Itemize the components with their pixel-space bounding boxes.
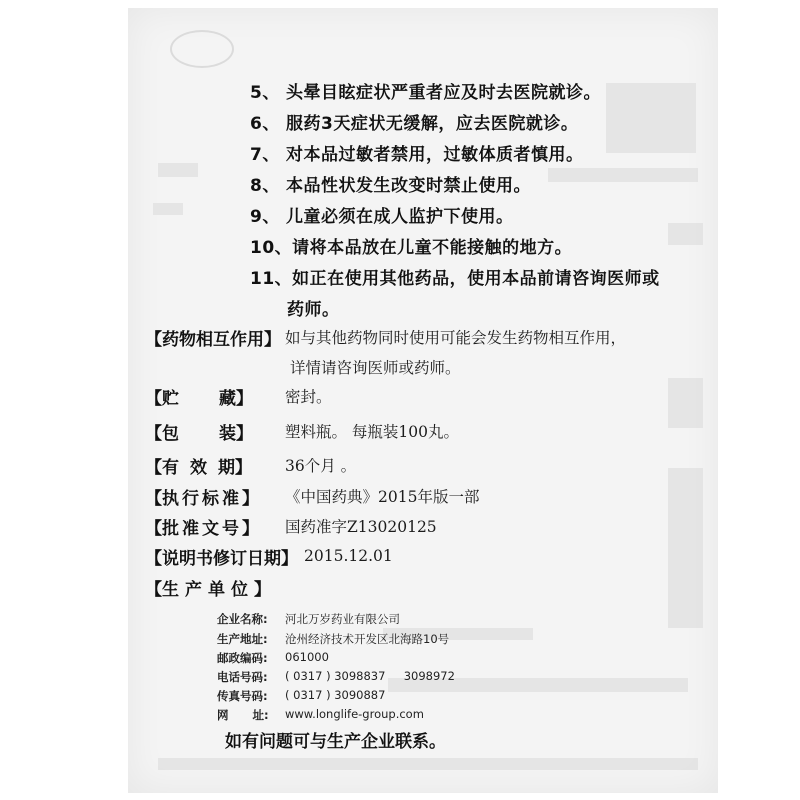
validity-row bbox=[145, 452, 356, 478]
revision-row bbox=[145, 543, 393, 569]
company-label: 企业名称: bbox=[217, 612, 268, 626]
zip-label: 邮政编码: bbox=[217, 651, 268, 665]
package-value: 塑料瓶。 每瓶装100丸。 bbox=[285, 423, 460, 441]
revision-label: 【 说明书修订日期 】 bbox=[145, 548, 298, 569]
fax-label: 传真号码: bbox=[217, 689, 268, 703]
approval-label: 【 批准文号 】 bbox=[145, 518, 259, 539]
address-value: 沧州经济技术开发区北海路10号 bbox=[285, 632, 450, 646]
phone-value: ( 0317 ) 3098837 3098972 bbox=[285, 669, 455, 683]
ghost-text-mark bbox=[158, 163, 198, 177]
warning-item: 5、 头晕目眩症状严重者应及时去医院就诊。 bbox=[250, 83, 601, 103]
company-value: 河北万岁药业有限公司 bbox=[285, 612, 400, 626]
address-label: 生产地址: bbox=[217, 632, 268, 646]
validity-value: 36个月 。 bbox=[285, 457, 357, 475]
producer-label: 【 生产单位 】 bbox=[145, 579, 271, 600]
revision-value: 2015.12.01 bbox=[304, 547, 393, 565]
ghost-text-mark bbox=[548, 168, 698, 182]
warning-item: 6、 服药3天症状无缓解，应去医院就诊。 bbox=[250, 114, 579, 134]
approval-row bbox=[145, 513, 437, 539]
standard-label: 【 执行标准 】 bbox=[145, 488, 259, 509]
warning-item: 7、 对本品过敏者禁用，过敏体质者慎用。 bbox=[250, 145, 584, 165]
storage-row bbox=[145, 383, 332, 409]
web-label: 网 址: bbox=[217, 708, 269, 722]
zip-value: 061000 bbox=[285, 650, 329, 664]
approval-value: 国药准字Z13020125 bbox=[285, 518, 437, 536]
ghost-text-mark bbox=[668, 223, 703, 245]
web-value: www.longlife-group.com bbox=[285, 707, 424, 721]
ghost-text-mark bbox=[668, 378, 703, 428]
phone-label: 电话号码: bbox=[217, 670, 268, 684]
interactions-label: 【 药物相互作用 】 bbox=[145, 329, 281, 350]
warning-item-continuation: 药师。 bbox=[287, 300, 340, 320]
fax-value: ( 0317 ) 3090887 bbox=[285, 688, 386, 702]
ghost-title-mark bbox=[606, 83, 696, 153]
ghost-logo bbox=[170, 30, 234, 68]
interactions-row bbox=[145, 324, 626, 350]
interactions-line1: 如与其他药物同时使用可能会发生药物相互作用， bbox=[285, 329, 627, 347]
standard-value: 《中国药典》2015年版一部 bbox=[285, 488, 480, 506]
contact-note: 如有问题可与生产企业联系。 bbox=[225, 732, 446, 752]
storage-label: 【 贮 藏】 bbox=[145, 388, 253, 409]
warning-item: 10、请将本品放在儿童不能接触的地方。 bbox=[250, 238, 573, 258]
warning-item: 8、 本品性状发生改变时禁止使用。 bbox=[250, 176, 531, 196]
package-row bbox=[145, 418, 459, 444]
ghost-text-mark bbox=[153, 203, 183, 215]
standard-row bbox=[145, 483, 479, 509]
warning-item: 9、 儿童必须在成人监护下使用。 bbox=[250, 207, 514, 227]
package-label: 【 包 装】 bbox=[145, 423, 253, 444]
validity-label: 【 有效 期】 bbox=[145, 457, 252, 478]
storage-value: 密封。 bbox=[285, 388, 332, 406]
ghost-text-mark bbox=[668, 468, 703, 628]
producer-row bbox=[145, 574, 271, 600]
interactions-line2: 详情请咨询医师或药师。 bbox=[290, 359, 461, 377]
ghost-text-mark bbox=[158, 758, 698, 770]
warning-item: 11、如正在使用其他药品，使用本品前请咨询医师或 bbox=[250, 269, 660, 289]
